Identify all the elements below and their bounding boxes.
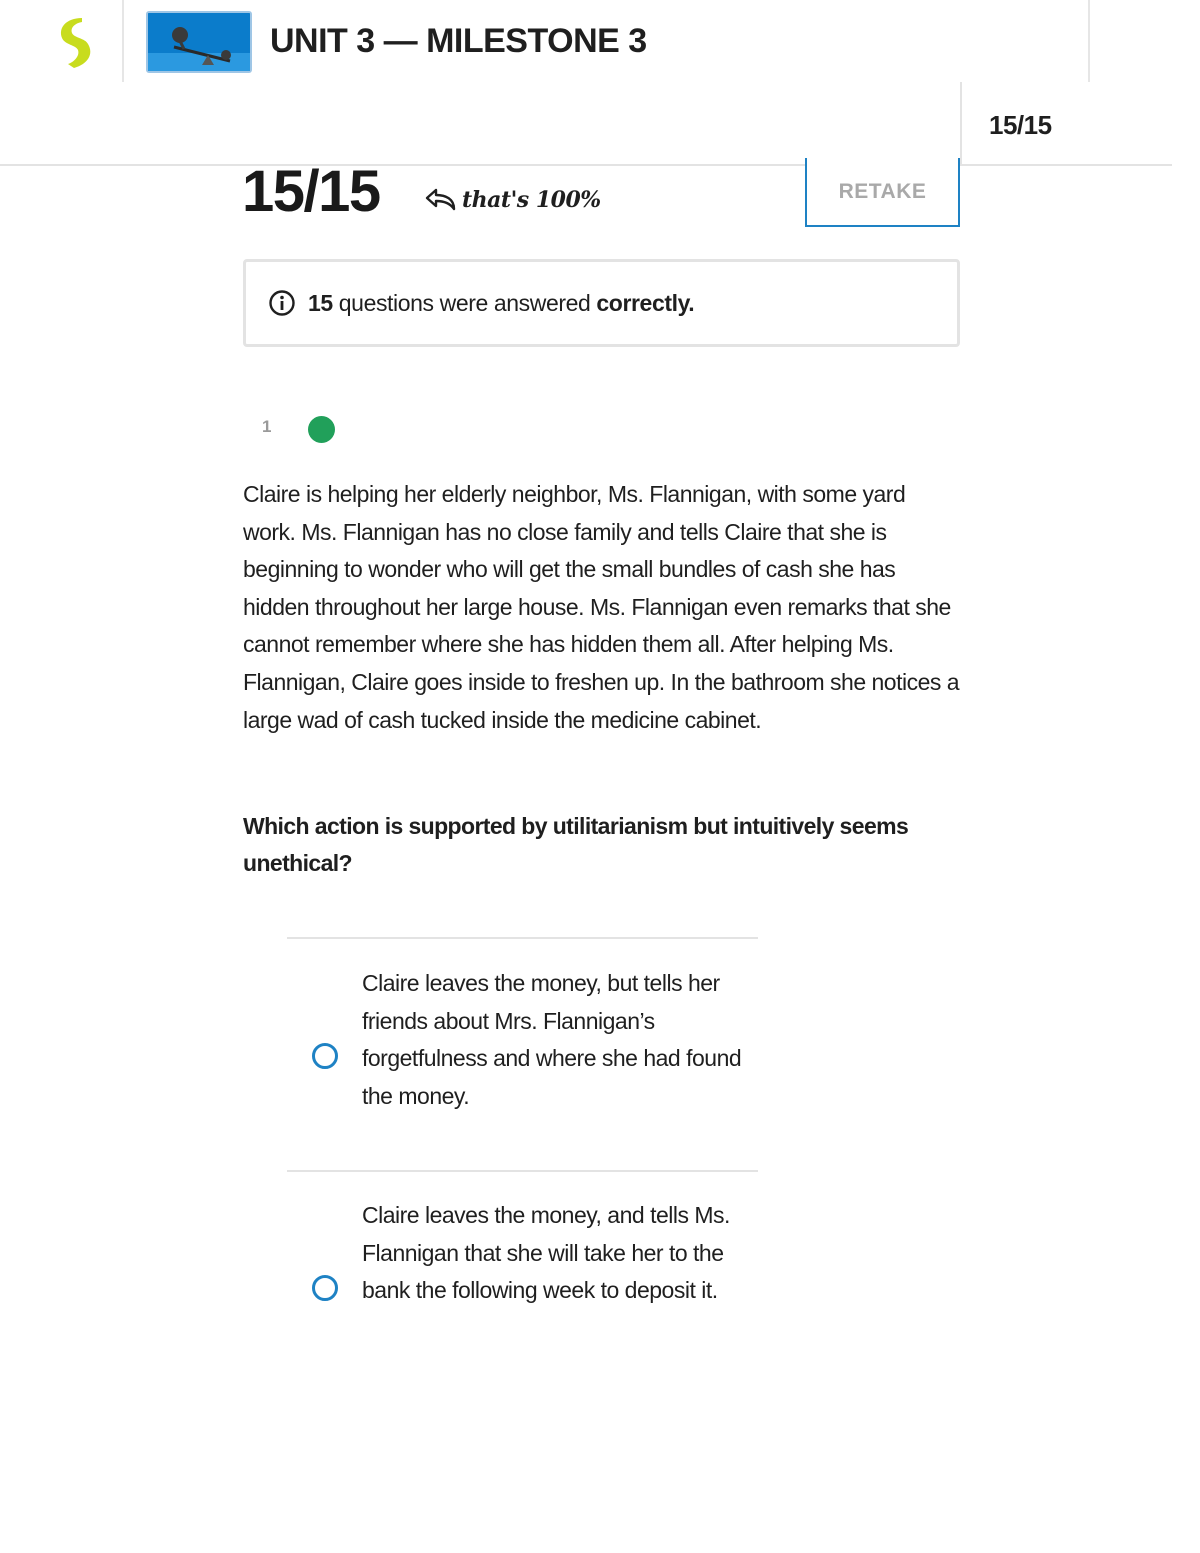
question-number: 1 [262, 417, 272, 436]
score-annotation [424, 184, 601, 216]
summary-middle: questions were answered [332, 289, 597, 316]
summary-end: correctly. [596, 289, 695, 316]
header-divider [122, 0, 124, 82]
unit-thumbnail [146, 11, 252, 73]
answer-choice[interactable] [287, 939, 758, 1169]
header-score: 15/15 [989, 110, 1052, 140]
page-title: UNIT 3 — MILESTONE 3 [270, 22, 647, 60]
question-body: Claire is helping her elderly neighbor, Ms. Flannigan, with some yard work. Ms. Flannigan has no close family and tells Claire that she is beginning to wonder who will get the small bundles of cash she has hidden throughout her large house. Ms. Flannigan even remarks that she cannot remember where she has hidden them all. After helping Ms. Flannigan, Claire goes inside to freshen up. In the bathroom she notices a large wad of cash tucked inside the medicine cabinet. [243, 481, 960, 733]
results-summary-box [243, 259, 960, 347]
header-divider-right [1088, 0, 1090, 82]
retake-button[interactable]: RETAKE [805, 158, 960, 227]
results-summary-text [308, 290, 694, 317]
radio-button[interactable] [312, 1043, 338, 1069]
answer-choice[interactable] [287, 1172, 758, 1402]
sophia-logo-icon[interactable] [52, 14, 100, 70]
score-bar-border [0, 164, 1172, 166]
seesaw-image-icon [148, 13, 252, 73]
answer-choice-text: Claire leaves the money, but tells her friends about Mrs. Flannigan’s forgetfulness and where she had found the money. [362, 970, 742, 1109]
app-header [0, 0, 1200, 84]
radio-button[interactable] [312, 1275, 338, 1301]
correct-count: 15 [308, 289, 333, 316]
score-annotation-text: that's 100% [462, 187, 601, 213]
final-score: 15/15 [242, 159, 380, 224]
info-circle-icon [268, 289, 296, 317]
question-status-dot[interactable] [308, 416, 335, 443]
score-bar-divider [960, 82, 962, 166]
curved-arrow-icon [424, 187, 456, 213]
answer-choice-text: Claire leaves the money, and tells Ms. Flannigan that she will take her to the bank the following week to deposit it. [362, 1202, 730, 1303]
question-prompt: Which action is supported by utilitarianism but intuitively seems unethical? [243, 813, 909, 876]
